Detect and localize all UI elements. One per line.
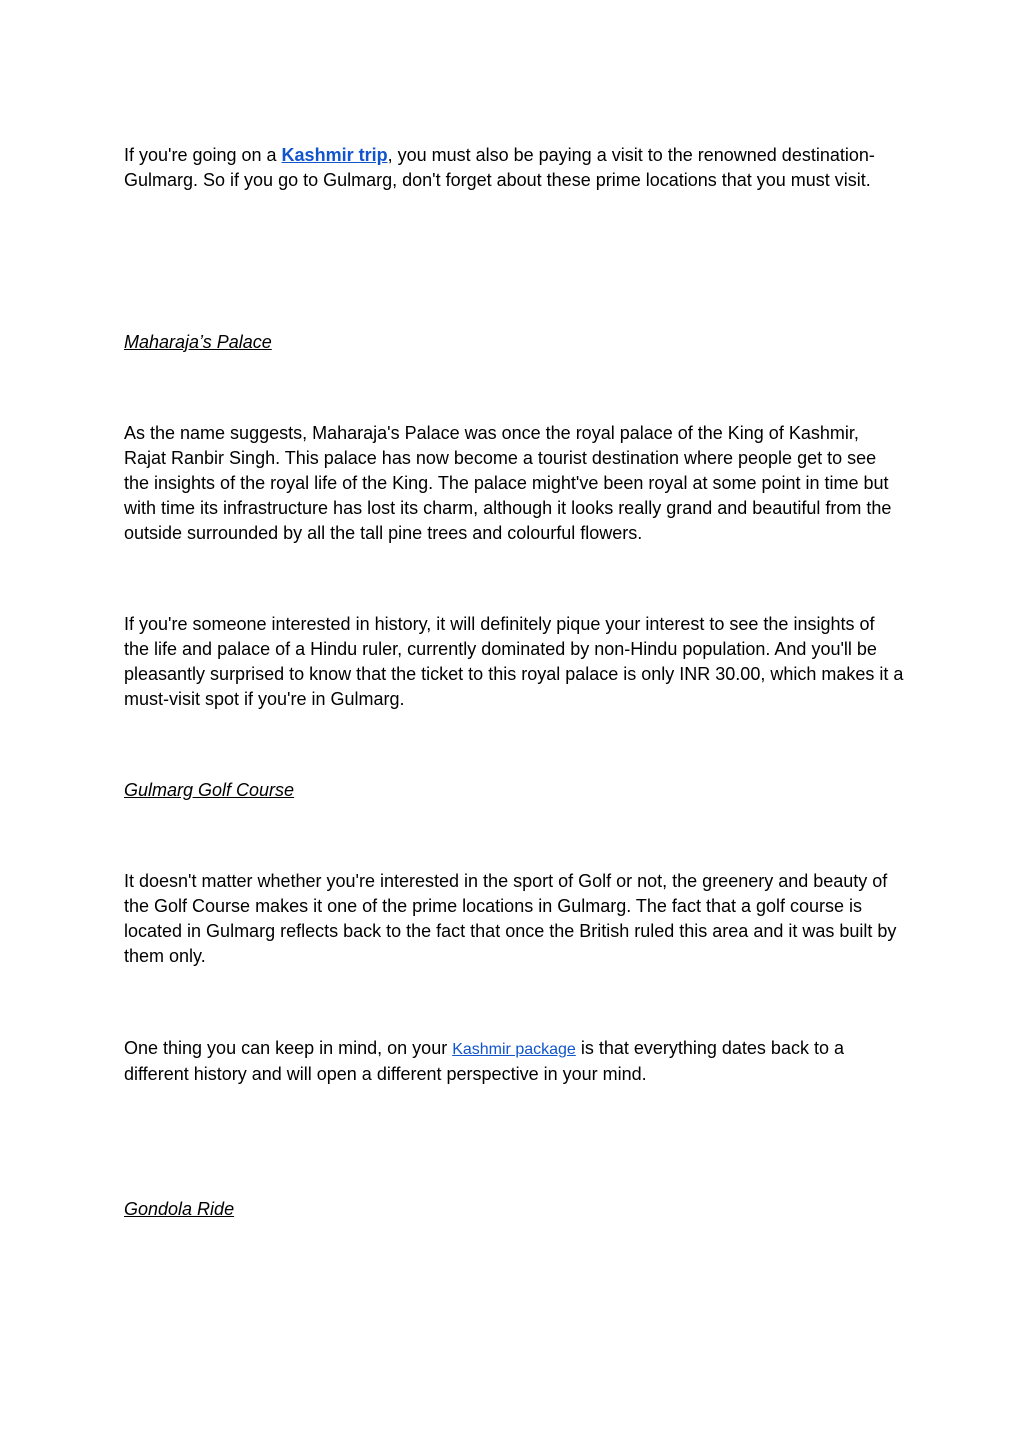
kashmir-trip-link[interactable]: Kashmir trip [281,145,388,165]
intro-text-before: If you're going on a [124,145,282,165]
kashmir-package-link[interactable]: Kashmir package [452,1041,576,1058]
palace-paragraph-1: As the name suggests, Maharaja's Palace was once the royal palace of the King of Kashmir, Rajat Ranbir Singh. This palace has now become a tourist destination where people get to see the insights of the royal life of the King. The palace might've been royal at some point in time but with time its infrastructure has lost its charm, although it looks really grand and beautiful from the outside surrounded by all the tall pine trees and colourful flowers. [124,423,892,543]
heading-maharajas-palace: Maharaja’s Palace [124,332,272,352]
golf-para2-text-before: One thing you can keep in mind, on your [124,1038,453,1058]
heading-gulmarg-golf-course: Gulmarg Golf Course [124,780,295,800]
golf-paragraph-1: It doesn't matter whether you're interested in the sport of Golf or not, the greenery and beauty of the Golf Course makes it one of the prime locations in Gulmarg. The fact that a golf course is located in Gulmarg reflects back to the fact that once the British ruled this area and it was built by them only. [124,871,897,966]
palace-paragraph-2: If you're someone interested in history, it will definitely pique your interest to see the insights of the life and palace of a Hindu ruler, currently dominated by non-Hindu population. And you'll be pleasantly surprised to know that the ticket to this royal palace is only INR 30.00, which makes it a must-visit spot if you're in Gulmarg. [124,614,904,709]
golf-paragraph-2 [124,1036,904,1087]
intro-text-after: , you must also be paying a visit to the renowned destination- Gulmarg. So if you go to Gulmarg, don't forget about these prime locations that you must visit. [124,145,875,190]
intro-paragraph [124,143,904,193]
heading-gondola-ride: Gondola Ride [124,1199,235,1219]
golf-para2-text-after: is that everything dates back to a different history and will open a different perspective in your mind. [124,1038,844,1084]
